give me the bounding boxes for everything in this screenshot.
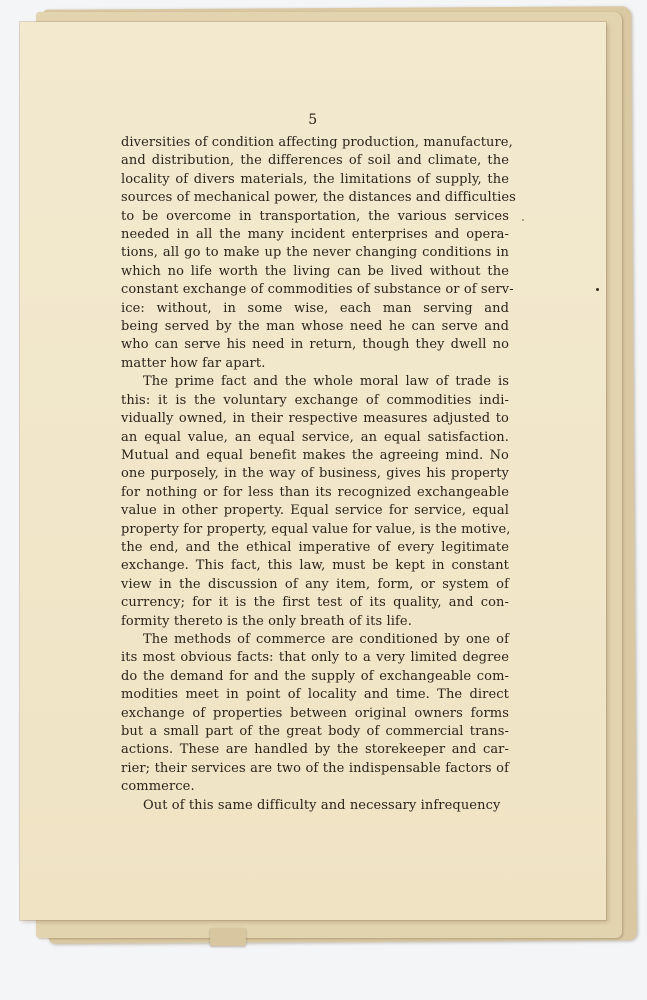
text-line: ice: without, in some wise, each man serving and xyxy=(121,300,509,316)
text-line: who can serve his need in return, though they dwell no xyxy=(121,337,509,353)
text-line: property for property, equal value for value, is the motive, xyxy=(121,521,511,537)
document-page xyxy=(20,22,606,920)
text-line: exchange of properties between original owners forms xyxy=(121,705,509,721)
text-line: sources of mechanical power, the distances and difficulties xyxy=(121,190,516,206)
text-line: which no life worth the living can be lived without the xyxy=(121,263,509,279)
page-tab xyxy=(210,928,246,946)
text-line: and distribution, the differences of soil and climate, the xyxy=(121,153,509,169)
paragraph xyxy=(121,134,516,373)
text-line: vidually owned, in their respective measures adjusted to xyxy=(121,411,509,427)
text-line: currency; for it is the first test of its quality, and con- xyxy=(121,595,509,611)
text-line: its most obvious facts: that only to a very limited degree xyxy=(121,650,509,666)
text-line: modities meet in point of locality and time. The direct xyxy=(121,687,509,703)
text-line: to be overcome in transportation, the various services xyxy=(121,208,509,224)
text-line: tions, all go to make up the never changing conditions in xyxy=(121,245,509,261)
text-line: Mutual and equal benefit makes the agreeing mind. No xyxy=(121,447,509,463)
text-line: commerce. xyxy=(121,779,195,795)
text-line: The prime fact and the whole moral law of trade is xyxy=(143,374,509,390)
text-line: Out of this same difficulty and necessary infrequency xyxy=(143,797,501,813)
paper-speck xyxy=(596,288,599,291)
text-line: do the demand for and the supply of exchangeable com- xyxy=(121,668,509,684)
paper-speck xyxy=(522,219,524,221)
text-line: exchange. This fact, this law, must be kept in constant xyxy=(121,558,509,574)
body-text xyxy=(121,134,516,815)
text-line: constant exchange of commodities of substance or of serv- xyxy=(121,282,514,298)
paragraph xyxy=(121,373,509,631)
text-line: matter how far apart. xyxy=(121,355,266,371)
text-line: locality of divers materials, the limitations of supply, the xyxy=(121,171,509,187)
paragraph xyxy=(121,631,509,797)
text-line: this: it is the voluntary exchange of commodities indi- xyxy=(121,392,509,408)
text-line: diversities of condition affecting production, manufacture, xyxy=(121,135,513,150)
text-line: The methods of commerce are conditioned by one of xyxy=(143,631,509,647)
page-number: 5 xyxy=(308,112,318,128)
text-line: value in other property. Equal service for service, equal xyxy=(121,503,509,519)
text-line: an equal value, an equal service, an equal satisfaction. xyxy=(121,429,509,445)
text-line: needed in all the many incident enterprises and opera- xyxy=(121,227,509,243)
text-line: view in the discussion of any item, form, or system of xyxy=(121,576,509,592)
text-line: one purposely, in the way of business, gives his property xyxy=(121,466,509,482)
text-line: actions. These are handled by the storekeeper and car- xyxy=(121,742,509,758)
text-line: rier; their services are two of the indispensable factors of xyxy=(121,760,509,776)
text-line: but a small part of the great body of commercial trans- xyxy=(121,724,509,739)
text-line: the end, and the ethical imperative of every legitimate xyxy=(121,539,509,555)
text-line: formity thereto is the only breath of its life. xyxy=(121,613,412,629)
text-line: for nothing or for less than its recognized exchangeable xyxy=(121,484,509,500)
text-line: being served by the man whose need he can serve and xyxy=(121,319,509,335)
paragraph xyxy=(121,797,509,815)
